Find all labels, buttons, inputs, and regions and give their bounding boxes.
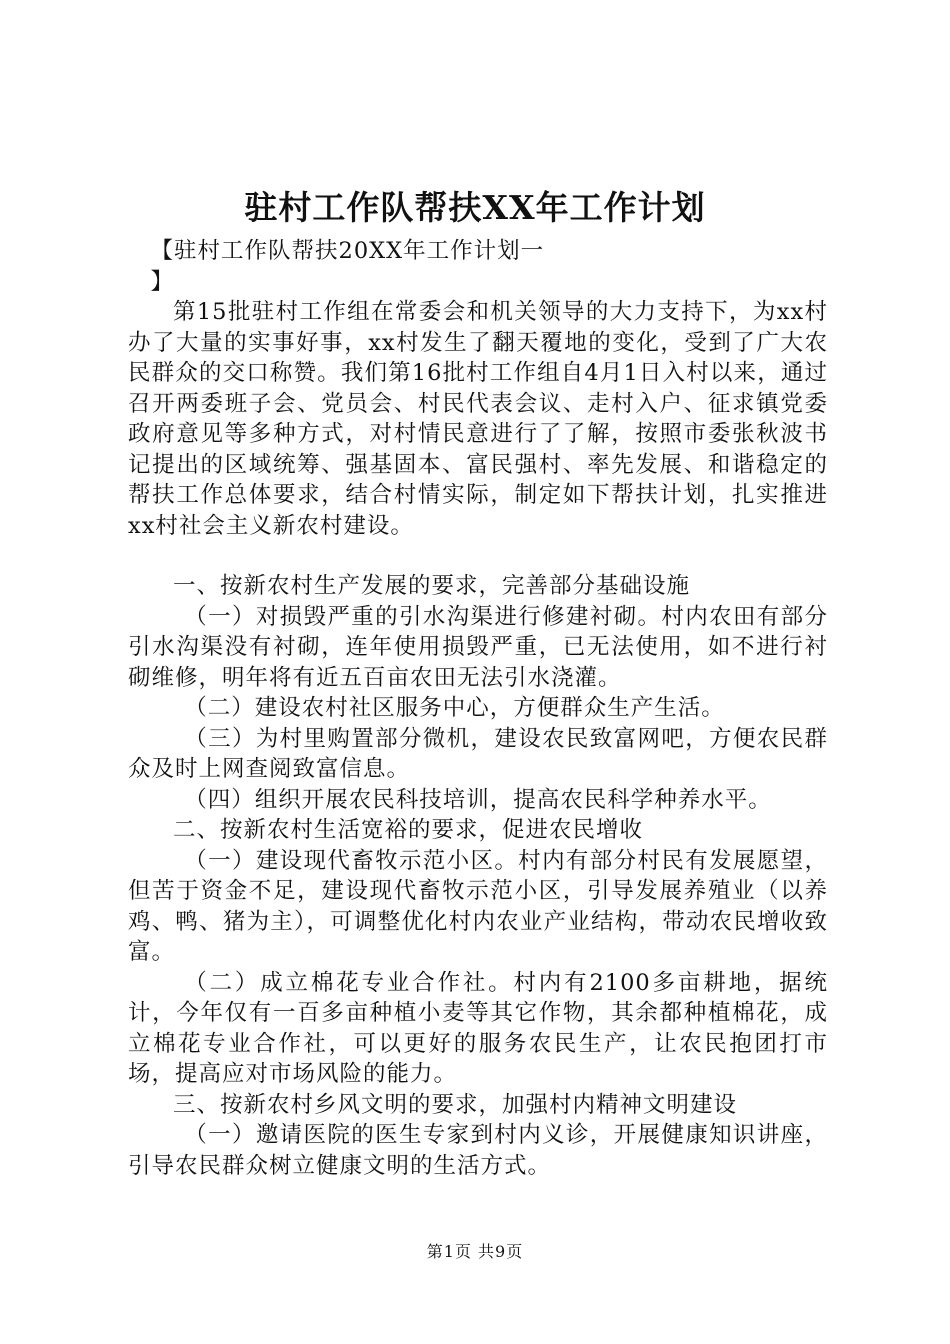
- item-1-3: （三）为村里购置部分微机，建设农民致富网吧，方便农民群众及时上网查阅致富信息。: [128, 725, 828, 782]
- subtitle-line-1: 【驻村工作队帮扶20XX年工作计划一: [150, 238, 545, 264]
- page-number-footer: 第1页 共9页: [426, 1242, 524, 1261]
- document-title: 驻村工作队帮扶XX年工作计划: [244, 188, 706, 227]
- item-1-1: （一）对损毁严重的引水沟渠进行修建衬砌。村内农田有部分引水沟渠没有衬砌，连年使用损毁严重，已无法使用，如不进行衬砌维修，明年将有近五百亩农田无法引水浇灌。: [128, 603, 828, 691]
- section-heading-2: 二、按新农村生活宽裕的要求，促进农民增收: [173, 817, 644, 843]
- document-body: [128, 236, 828, 1181]
- item-1-4: （四）组织开展农民科技培训，提高农民科学种养水平。: [184, 786, 772, 813]
- subtitle-line-2: 】: [150, 268, 175, 295]
- section-heading-3: 三、按新农村乡风文明的要求，加强村内精神文明建设: [173, 1091, 738, 1118]
- item-1-2: （二）建设农村社区服务中心，方便群众生产生活。: [184, 695, 725, 721]
- section-heading-1: 一、按新农村生产发展的要求，完善部分基础设施: [173, 573, 691, 599]
- item-2-2: （二）成立棉花专业合作社。村内有2100多亩耕地，据统计，今年仅有一百多亩种植小麦等其它作物，其余都种植棉花，成立棉花专业合作社，可以更好的服务农民生产，让农民抱团打市场，提高应对市场风险的能力。: [128, 969, 828, 1087]
- intro-paragraph: 第15批驻村工作组在常委会和机关领导的大力支持下，为xx村办了大量的实事好事，xx村发生了翻天覆地的变化，受到了广大农民群众的交口称赞。我们第16批村工作组自4月1日入村以来，通过召开两委班子会、党员会、村民代表会议、走村入户、征求镇党委政府意见等多种方式，对村情民意进行了了解，按照市委张秋波书记提出的区域统筹、强基固本、富民强村、率先发展、和谐稳定的帮扶工作总体要求，结合村情实际，制定如下帮扶计划，扎实推进xx村社会主义新农村建设。: [128, 299, 828, 539]
- item-3-1: （一）邀请医院的医生专家到村内义诊，开展健康知识讲座，引导农民群众树立健康文明的生活方式。: [128, 1122, 828, 1179]
- paragraph-gap: [128, 541, 828, 571]
- item-2-1: （一）建设现代畜牧示范小区。村内有部分村民有发展愿望，但苦于资金不足，建设现代畜牧示范小区，引导发展养殖业（以养鸡、鸭、猪为主），可调整优化村内农业产业结构，带动农民增收致富。: [128, 847, 828, 965]
